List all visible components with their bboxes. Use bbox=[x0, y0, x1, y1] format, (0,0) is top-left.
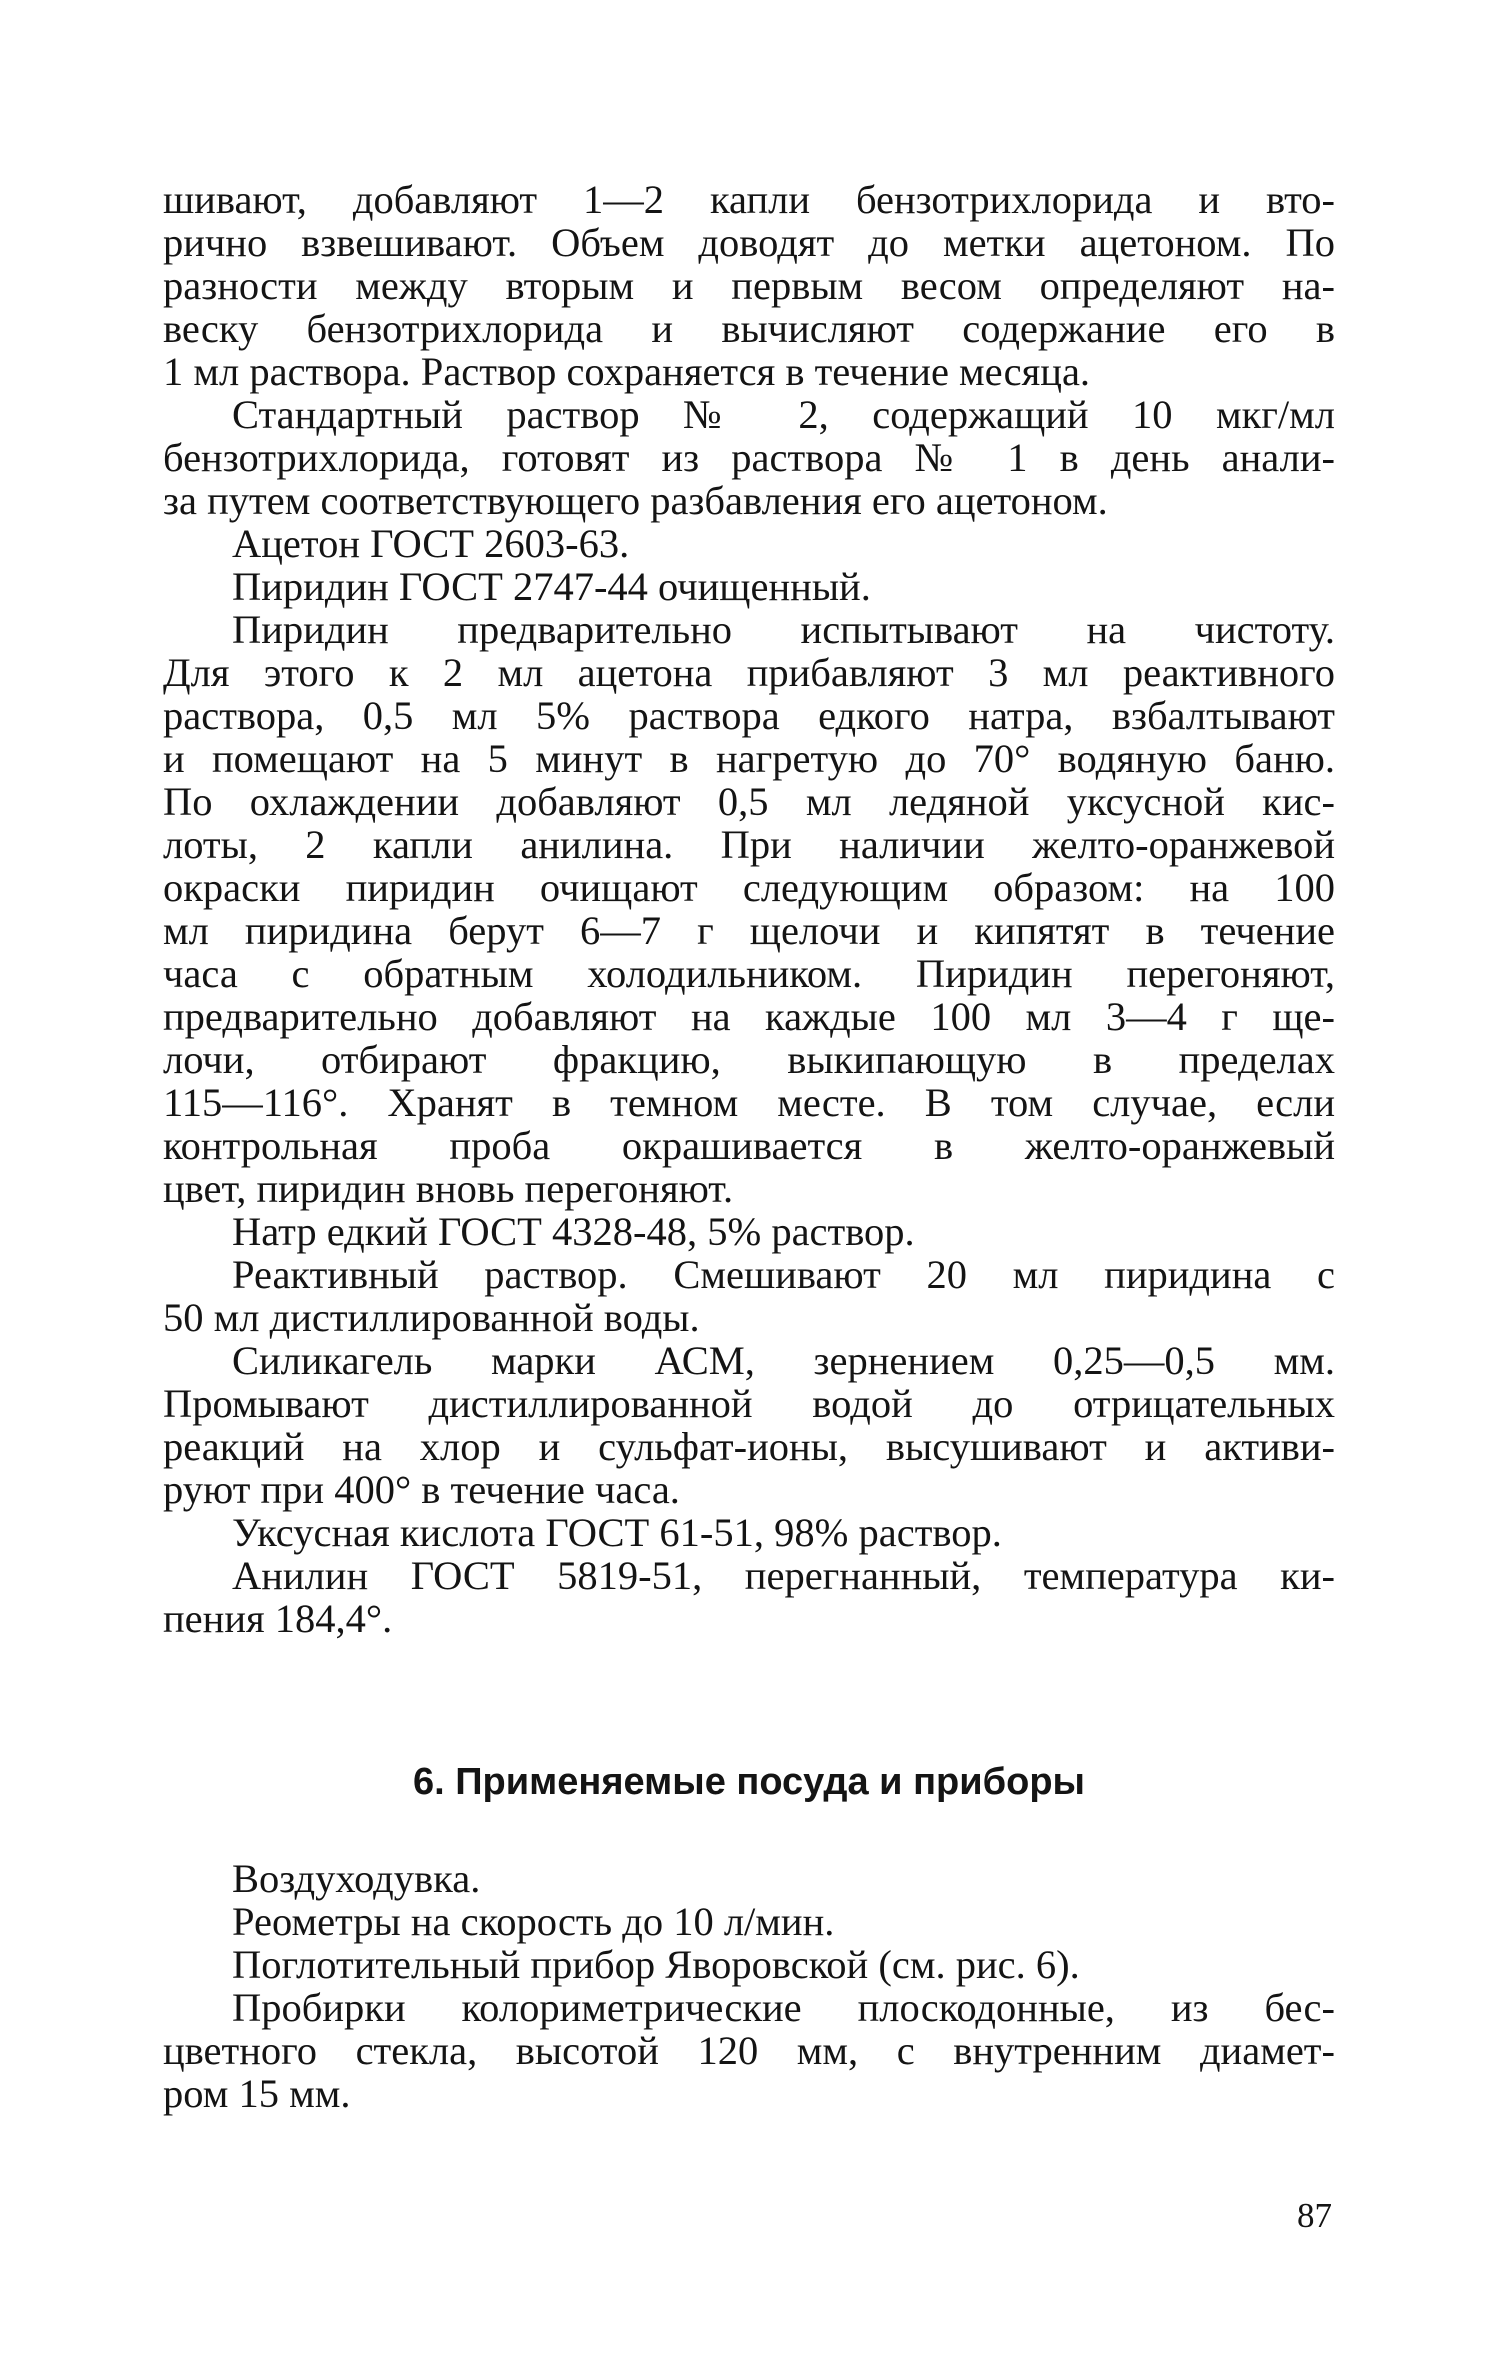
text-line: Для этого к 2 мл ацетона прибавляют 3 мл реактивного bbox=[163, 650, 1335, 695]
text-line: и помещают на 5 минут в нагретую до 70° водяную баню. bbox=[163, 736, 1335, 781]
text-line: Силикагель марки АСМ, зернением 0,25—0,5 мм. bbox=[232, 1338, 1335, 1383]
text-line: Поглотительный прибор Яворовской (см. рис. 6). bbox=[232, 1942, 1080, 1987]
text-line: руют при 400° в течение часа. bbox=[163, 1467, 680, 1512]
text-line: мл пиридина берут 6—7 г щелочи и кипятят в течение bbox=[163, 908, 1335, 953]
text-line: Реактивный раствор. Смешивают 20 мл пиридина с bbox=[232, 1252, 1335, 1297]
text-line: Уксусная кислота ГОСТ 61-51, 98% раствор. bbox=[232, 1510, 1002, 1555]
text-line: 50 мл дистиллированной воды. bbox=[163, 1295, 700, 1340]
text-line: лочи, отбирают фракцию, выкипающую в пределах bbox=[163, 1037, 1335, 1082]
text-line: Воздуходувка. bbox=[232, 1856, 481, 1901]
text-line: ром 15 мм. bbox=[163, 2071, 351, 2116]
text-line: раствора, 0,5 мл 5% раствора едкого натра, взбалтывают bbox=[163, 693, 1335, 738]
text-line: лоты, 2 капли анилина. При наличии желто-оранжевой bbox=[163, 822, 1335, 867]
text-line: Натр едкий ГОСТ 4328-48, 5% раствор. bbox=[232, 1209, 915, 1254]
text-line: разности между вторым и первым весом определяют на- bbox=[163, 263, 1335, 308]
text-line: веску бензотрихлорида и вычисляют содержание его в bbox=[163, 306, 1335, 351]
text-line: рично взвешивают. Объем доводят до метки ацетоном. По bbox=[163, 220, 1335, 265]
text-line: Пробирки колориметрические плоскодонные, из бес- bbox=[232, 1985, 1335, 2030]
text-line: цвет, пиридин вновь перегоняют. bbox=[163, 1166, 734, 1211]
text-line: Реометры на скорость до 10 л/мин. bbox=[232, 1899, 835, 1944]
text-line: шивают, добавляют 1—2 капли бензотрихлорида и вто- bbox=[163, 177, 1335, 222]
text-line: пения 184,4°. bbox=[163, 1596, 393, 1641]
body-text-block bbox=[163, 178, 1335, 1640]
text-line: 1 мл раствора. Раствор сохраняется в течение месяца. bbox=[163, 349, 1091, 394]
text-line: Пиридин предварительно испытывают на чистоту. bbox=[232, 607, 1335, 652]
text-line: По охлаждении добавляют 0,5 мл ледяной уксусной кис- bbox=[163, 779, 1335, 824]
text-line: часа с обратным холодильником. Пиридин перегоняют, bbox=[163, 951, 1335, 996]
section-heading: 6. Применяемые посуда и приборы bbox=[413, 1761, 1085, 1803]
text-line: Стандартный раствор № 2, содержащий 10 мкг/мл bbox=[232, 392, 1335, 437]
text-line: цветного стекла, высотой 120 мм, с внутренним диамет- bbox=[163, 2028, 1335, 2073]
text-line: предварительно добавляют на каждые 100 мл 3—4 г ще- bbox=[163, 994, 1335, 1039]
text-line: контрольная проба окрашивается в желто-оранжевый bbox=[163, 1123, 1335, 1168]
text-line: Ацетон ГОСТ 2603-63. bbox=[232, 521, 630, 566]
text-line: 115—116°. Хранят в темном месте. В том случае, если bbox=[163, 1080, 1335, 1125]
text-line: окраски пиридин очищают следующим образом: на 100 bbox=[163, 865, 1335, 910]
text-line: бензотрихлорида, готовят из раствора № 1 в день анали- bbox=[163, 435, 1335, 480]
text-line: за путем соответствующего разбавления его ацетоном. bbox=[163, 478, 1108, 523]
page-number: 87 bbox=[1297, 2196, 1332, 2235]
text-line: Промывают дистиллированной водой до отрицательных bbox=[163, 1381, 1335, 1426]
text-line: Пиридин ГОСТ 2747-44 очищенный. bbox=[232, 564, 871, 609]
text-line: реакций на хлор и сульфат-ионы, высушивают и активи- bbox=[163, 1424, 1335, 1469]
equipment-list-block bbox=[163, 1857, 1335, 2115]
text-line: Анилин ГОСТ 5819-51, перегнанный, температура ки- bbox=[232, 1553, 1335, 1598]
